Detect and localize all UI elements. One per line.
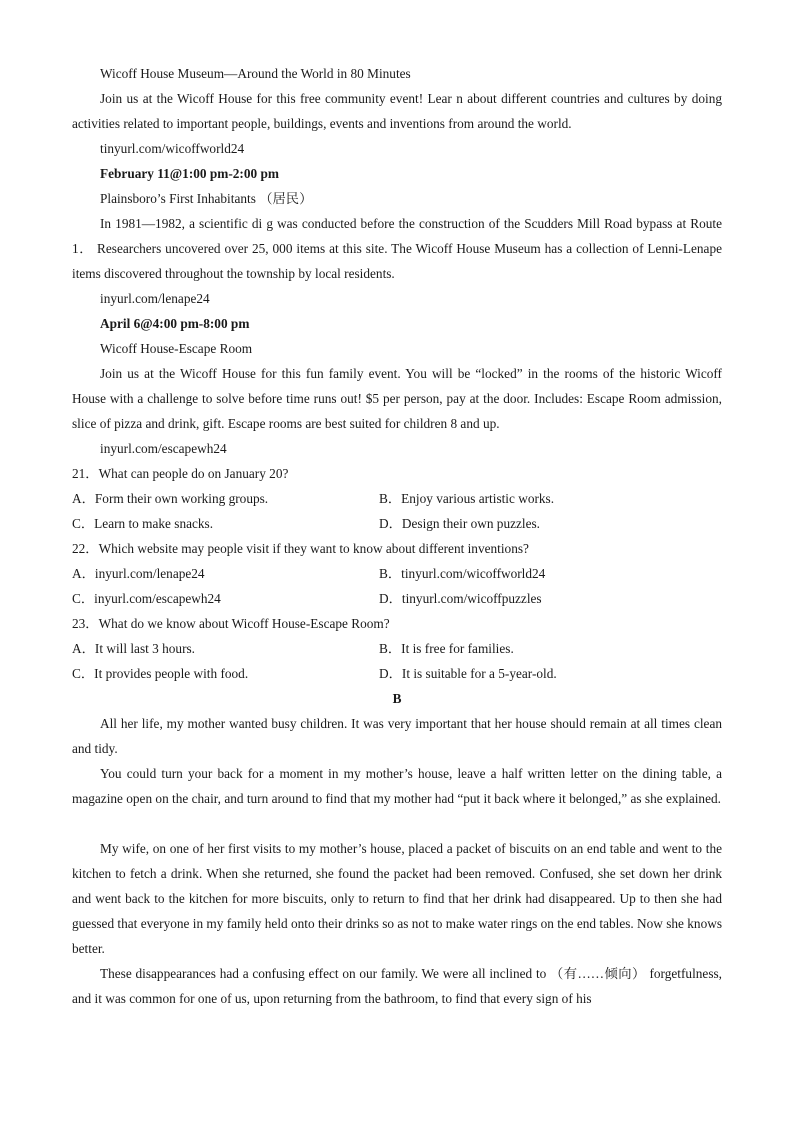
question-23-option-b: B．It is free for families. [379, 641, 514, 656]
event2-url: inyurl.com/lenape24 [100, 291, 210, 306]
passage-b-paragraph-1: All her life, my mother wanted busy children. It was very important that her house should remain at all times clean and tidy. [72, 716, 722, 756]
passage-b-paragraph-2: You could turn your back for a moment in my mother’s house, leave a half written letter on the dining table, a magazine open on the chair, and turn around to find that my mother had “put it back where it belonged,” as she explained. [72, 766, 722, 806]
question-22-option-d: D．tinyurl.com/wicoffpuzzles [379, 591, 542, 606]
question-22-option-a: A．inyurl.com/lenape24 [72, 566, 205, 581]
question-21-option-c: C．Learn to make snacks. [72, 516, 214, 531]
event3-date: April 6@4:00 pm-8:00 pm [100, 316, 250, 331]
event1-body: Join us at the Wicoff House for this free community event! Lear n about different countries and cultures by doing activities related to important people, buildings, events and inventions from around the world. [72, 91, 722, 131]
event2-title: Plainsboro’s First Inhabitants （居民） [100, 191, 313, 206]
event3-title: Wicoff House-Escape Room [100, 341, 253, 356]
passage-b-paragraph-3: My wife, on one of her first visits to my mother’s house, placed a packet of biscuits on an end table and went to the kitchen to fetch a drink. When she returned, she found the packet had been removed. Confused, she set down her drink and went back to the kitchen for more biscuits, only to return to find that her drink had disappeared. Up to then she had guessed that everyone in my family held onto their drinks so as not to make water rings on the end tables. Now she knows better. [72, 841, 722, 956]
question-23-option-d: D．It is suitable for a 5-year-old. [379, 666, 557, 681]
section-b-heading: B [392, 691, 402, 706]
question-23-option-a: A．It will last 3 hours. [72, 641, 195, 656]
question-23-stem: 23．What do we know about Wicoff House-Escape Room? [72, 616, 390, 631]
event1-title: Wicoff House Museum—Around the World in 80 Minutes [100, 66, 411, 81]
question-23-option-c: C．It provides people with food. [72, 666, 249, 681]
question-22-stem: 22．Which website may people visit if they want to know about different inventions? [72, 541, 529, 556]
event1-url: tinyurl.com/wicoffworld24 [100, 141, 245, 156]
question-21-option-d: D．Design their own puzzles. [379, 516, 541, 531]
event2-date: February 11@1:00 pm-2:00 pm [100, 166, 279, 181]
event3-body: Join us at the Wicoff House for this fun family event. You will be “locked” in the rooms of the historic Wicoff House with a challenge to solve before time runs out! $5 per person, pay at the door. Includes: Escape Room admission, slice of pizza and drink, gift. Escape rooms are best suited for children 8 and up. [72, 366, 722, 431]
event2-body: In 1981—1982, a scientific di g was conducted before the construction of the Scudders Mill Road bypass at Route 1． Researchers uncovered over 25, 000 items at this site. The Wicoff House Museum has a collection of Lenni-Lenape items discovered throughout the township by local residents. [72, 216, 722, 281]
passage-b-paragraph-4: These disappearances had a confusing effect on our family. We were all inclined to （有……倾向） forgetfulness, and it was common for one of us, upon returning from the bathroom, to find that every sign of his [72, 966, 722, 1006]
question-22-option-c: C．inyurl.com/escapewh24 [72, 591, 221, 606]
question-22-option-b: B．tinyurl.com/wicoffworld24 [379, 566, 546, 581]
event3-url: inyurl.com/escapewh24 [100, 441, 227, 456]
question-21-stem: 21．What can people do on January 20? [72, 466, 289, 481]
question-21-option-b: B．Enjoy various artistic works. [379, 491, 555, 506]
question-21-option-a: A．Form their own working groups. [72, 491, 269, 506]
